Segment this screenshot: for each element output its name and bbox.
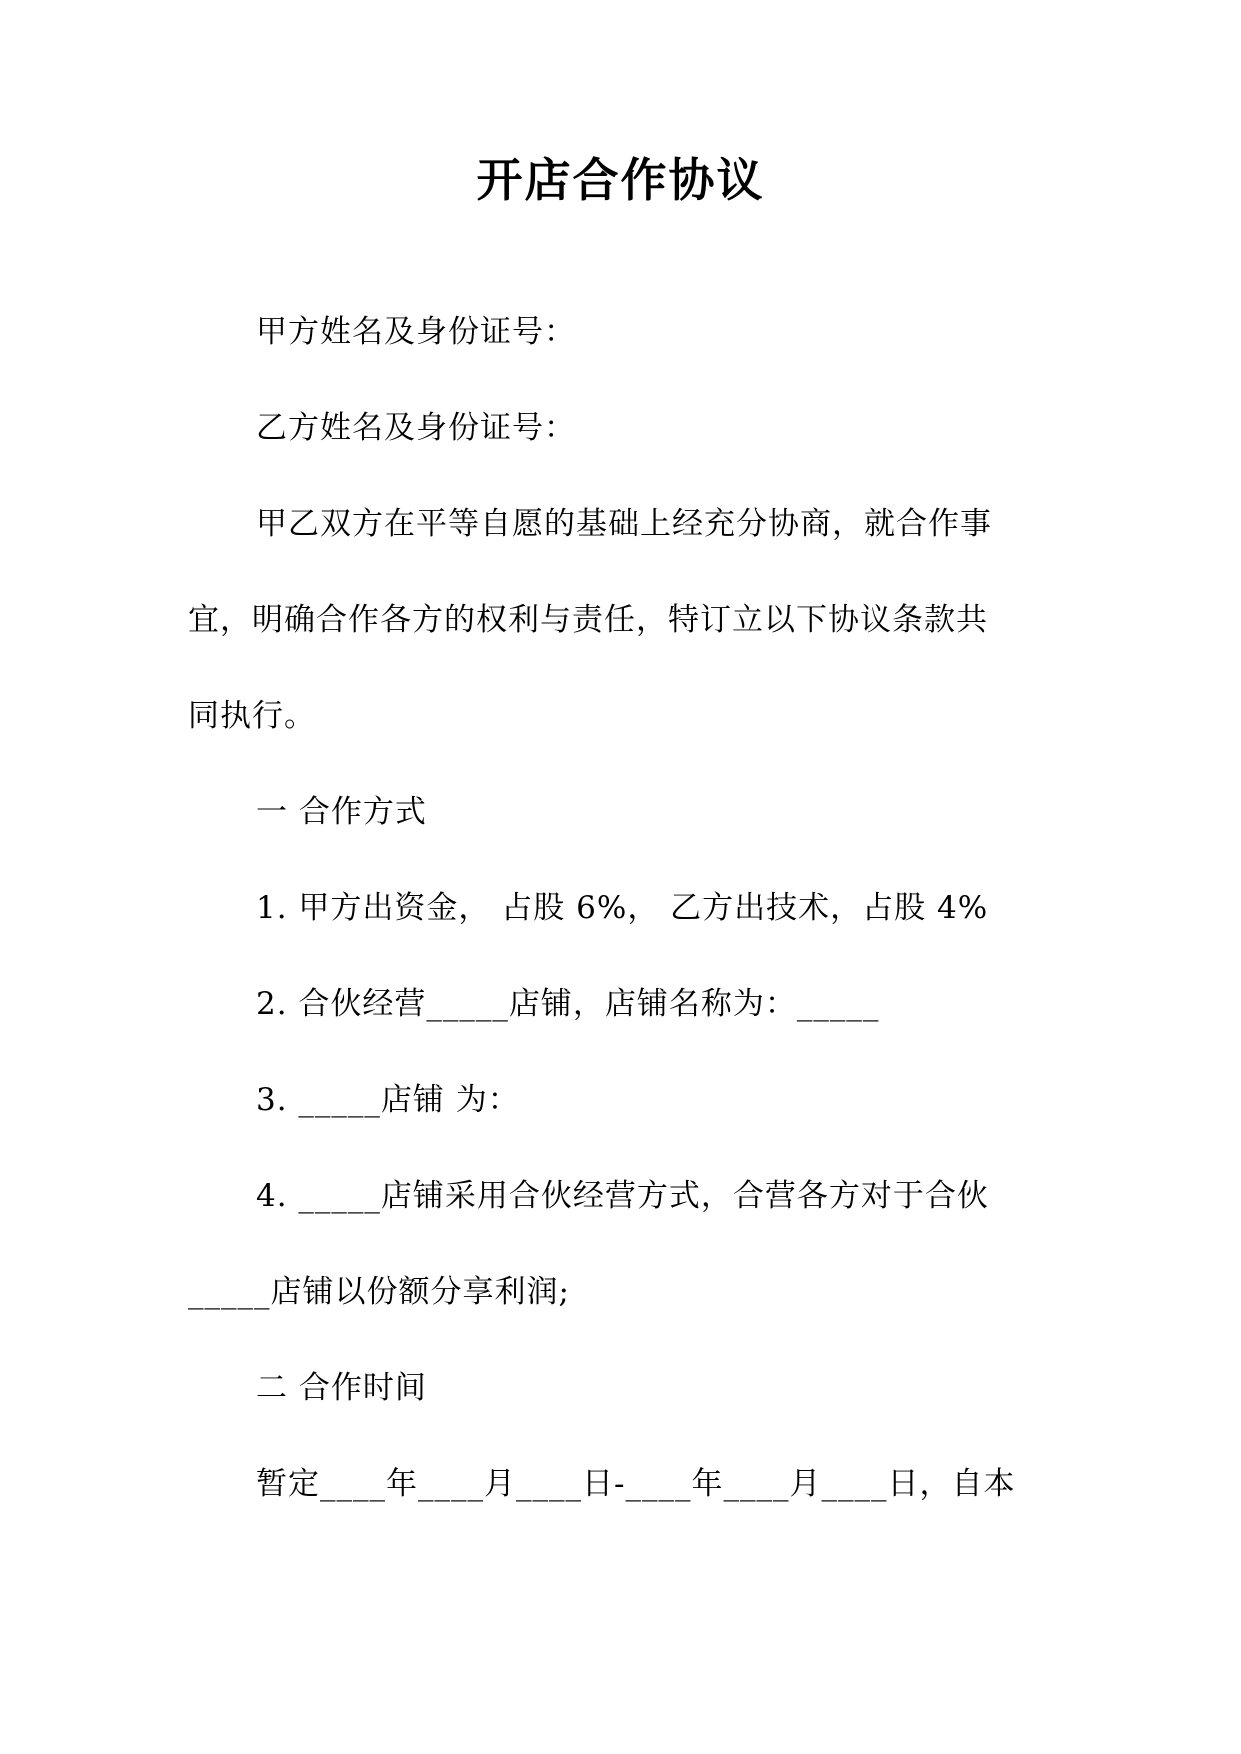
preamble-line-3: 同执行。 <box>188 698 316 734</box>
clause-1: 1. 甲方出资金， 占股 6%， 乙方出技术，占股 4% <box>256 890 989 926</box>
section-heading-cooperation-time: 二 合作时间 <box>256 1370 427 1406</box>
party-b-id-line: 乙方姓名及身份证号： <box>256 410 576 446</box>
section-heading-cooperation-method: 一 合作方式 <box>256 794 427 830</box>
clause-2: 2. 合伙经营_____店铺，店铺名称为：_____ <box>256 986 880 1022</box>
clause-4-line-2: _____店铺以份额分享利润; <box>188 1274 570 1310</box>
preamble-line-1: 甲乙双方在平等自愿的基础上经充分协商，就合作事 <box>256 506 992 542</box>
document-title: 开店合作协议 <box>476 153 765 207</box>
preamble-line-2: 宜，明确合作各方的权利与责任，特订立以下协议条款共 <box>188 602 988 638</box>
cooperation-period-line: 暂定____年____月____日-____年____月____日，自本 <box>256 1466 1016 1502</box>
party-a-id-line: 甲方姓名及身份证号： <box>256 314 576 350</box>
clause-4-line-1: 4. _____店铺采用合伙经营方式，合营各方对于合伙 <box>256 1178 989 1214</box>
clause-3: 3. _____店铺 为： <box>256 1082 520 1118</box>
